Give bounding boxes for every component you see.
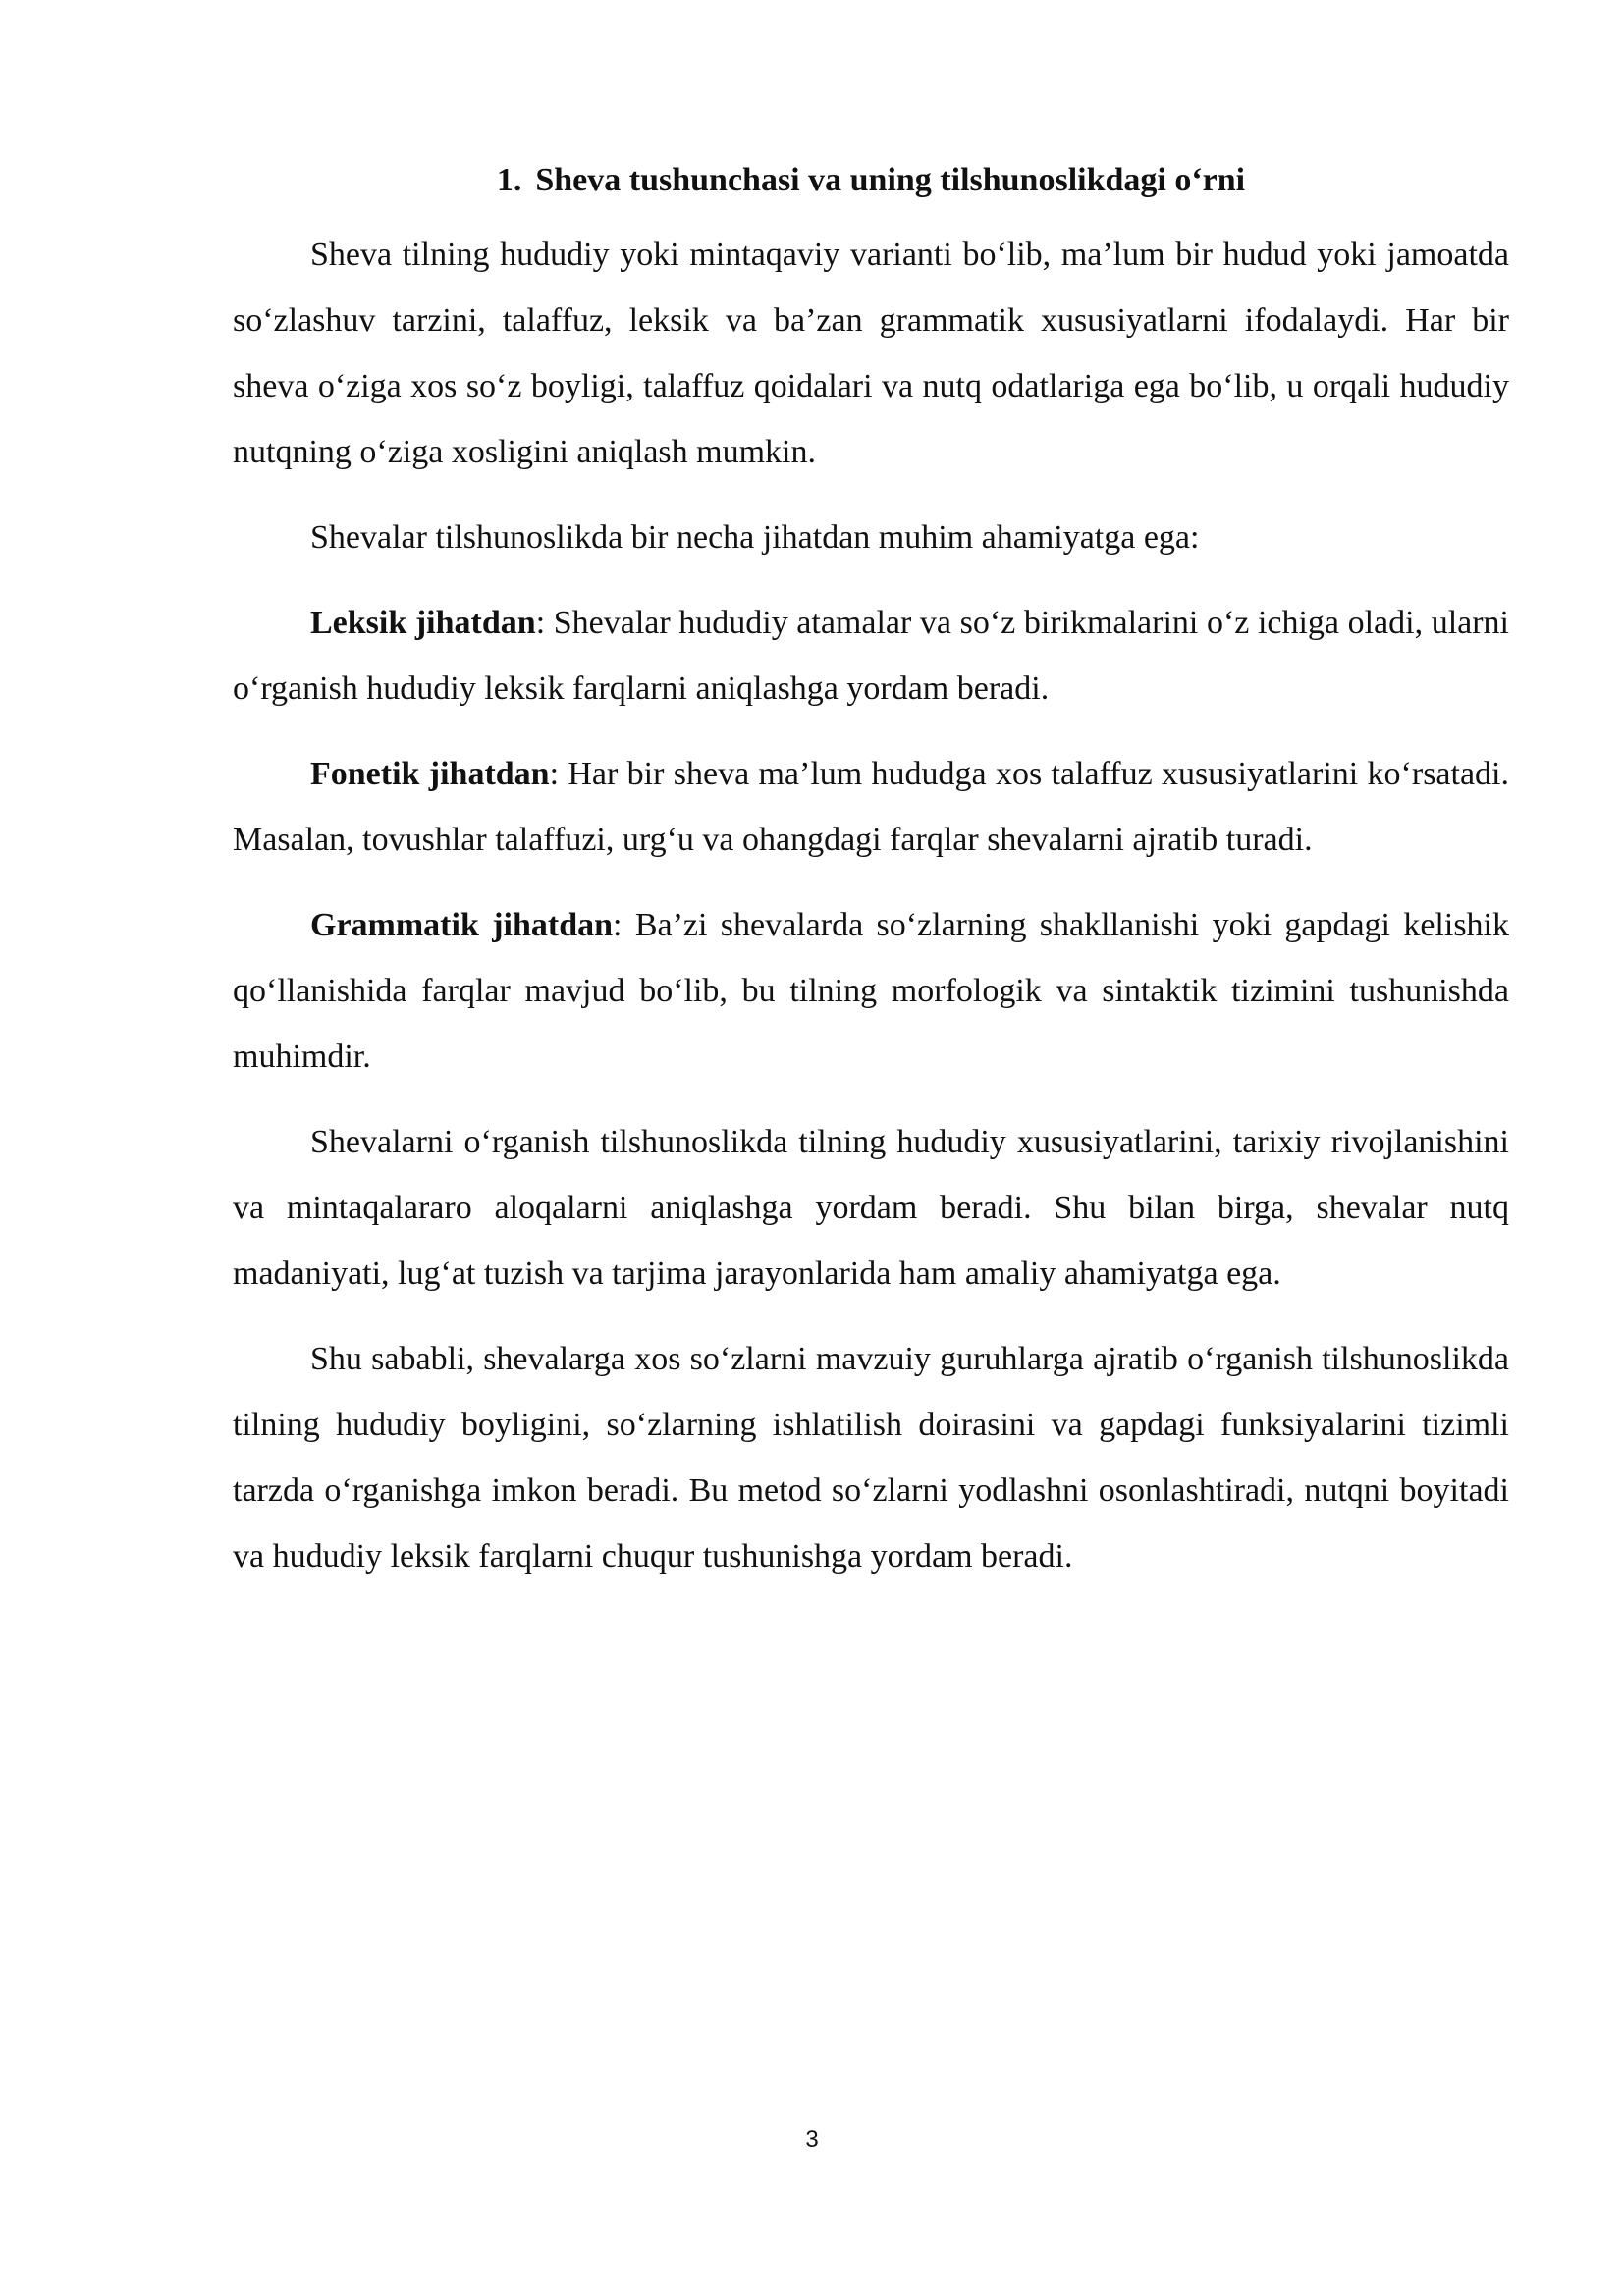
paragraph-text: Sheva tilning hududiy yoki mintaqaviy varianti bo‘lib, ma’lum bir hudud yoki jamoatda so‘zlashuv tarzini, talaffuz, leksik va ba’zan grammatik xususiyatlarni ifodalaydi. Har bir sheva o‘ziga xos so‘z boyligi, talaffuz qoidalari va nutq odatlariga ega bo‘lib, u orqali hududiy nutqning o‘ziga xosligini aniqlash mumkin. [233,237,1509,470]
heading-number: 1. [496,162,522,198]
paragraph-term: Fonetik jihatdan [310,756,550,792]
paragraph-study [233,1109,1509,1307]
paragraph-term: Leksik jihatdan [310,605,536,641]
paragraph-text: Shevalar tilshunoslikda bir necha jihatdan muhim ahamiyatga ega: [310,519,1200,556]
paragraph-text: : Ba’zi shevalarda so‘zlarning shakllanishi yoki gapdagi kelishik qo‘llanishida farqlar mavjud bo‘lib, bu tilning morfologik va sintaktik tizimini tushunishda muhimdir. [233,907,1509,1075]
paragraph-term: Grammatik jihatdan [310,907,614,943]
paragraph-grammatical [233,892,1509,1090]
paragraph-text: Shevalarni o‘rganish tilshunoslikda tilning hududiy xususiyatlarini, tarixiy rivojlanishini va mintaqalararo aloqalarni aniqlashga yordam beradi. Shu bilan birga, shevalar nutq madaniyati, lug‘at tuzish va tarjima jarayonlarida ham amaliy ahamiyatga ega. [233,1124,1509,1292]
paragraph-phonetic [233,741,1509,873]
page-number: 3 [805,2126,819,2153]
paragraph-text: Shu sababli, shevalarga xos so‘zlarni mavzuiy guruhlarga ajratib o‘rganish tilshunoslikda tilning hududiy boyligini, so‘zlarning ishlatilish doirasini va gapdagi funksiyalarini tizimli tarzda o‘rganishga imkon beradi. Bu metod so‘zlarni yodlashni osonlashtiradi, nutqni boyitadi va hududiy leksik farqlarni chuqur tushunishga yordam beradi. [233,1341,1509,1575]
heading-text: Sheva tushunchasi va uning tilshunoslikdagi o‘rni [535,162,1246,198]
paragraph-lexical [233,590,1509,721]
paragraph-intro [233,505,1509,570]
paragraph-definition [233,222,1509,485]
page-content [233,155,1509,1609]
paragraph-text: : Shevalar hududiy atamalar va so‘z birikmalarini o‘z ichiga oladi, ularni o‘rganish hududiy leksik farqlarni aniqlashga yordam beradi. [233,605,1509,707]
paragraph-text: : Har bir sheva ma’lum hududga xos talaffuz xususiyatlarini ko‘rsatadi. Masalan, tovushlar talaffuzi, urg‘u va ohangdagi farqlar shevalarni ajratib turadi. [233,756,1510,858]
paragraph-conclusion [233,1326,1509,1589]
section-heading [233,155,1509,206]
